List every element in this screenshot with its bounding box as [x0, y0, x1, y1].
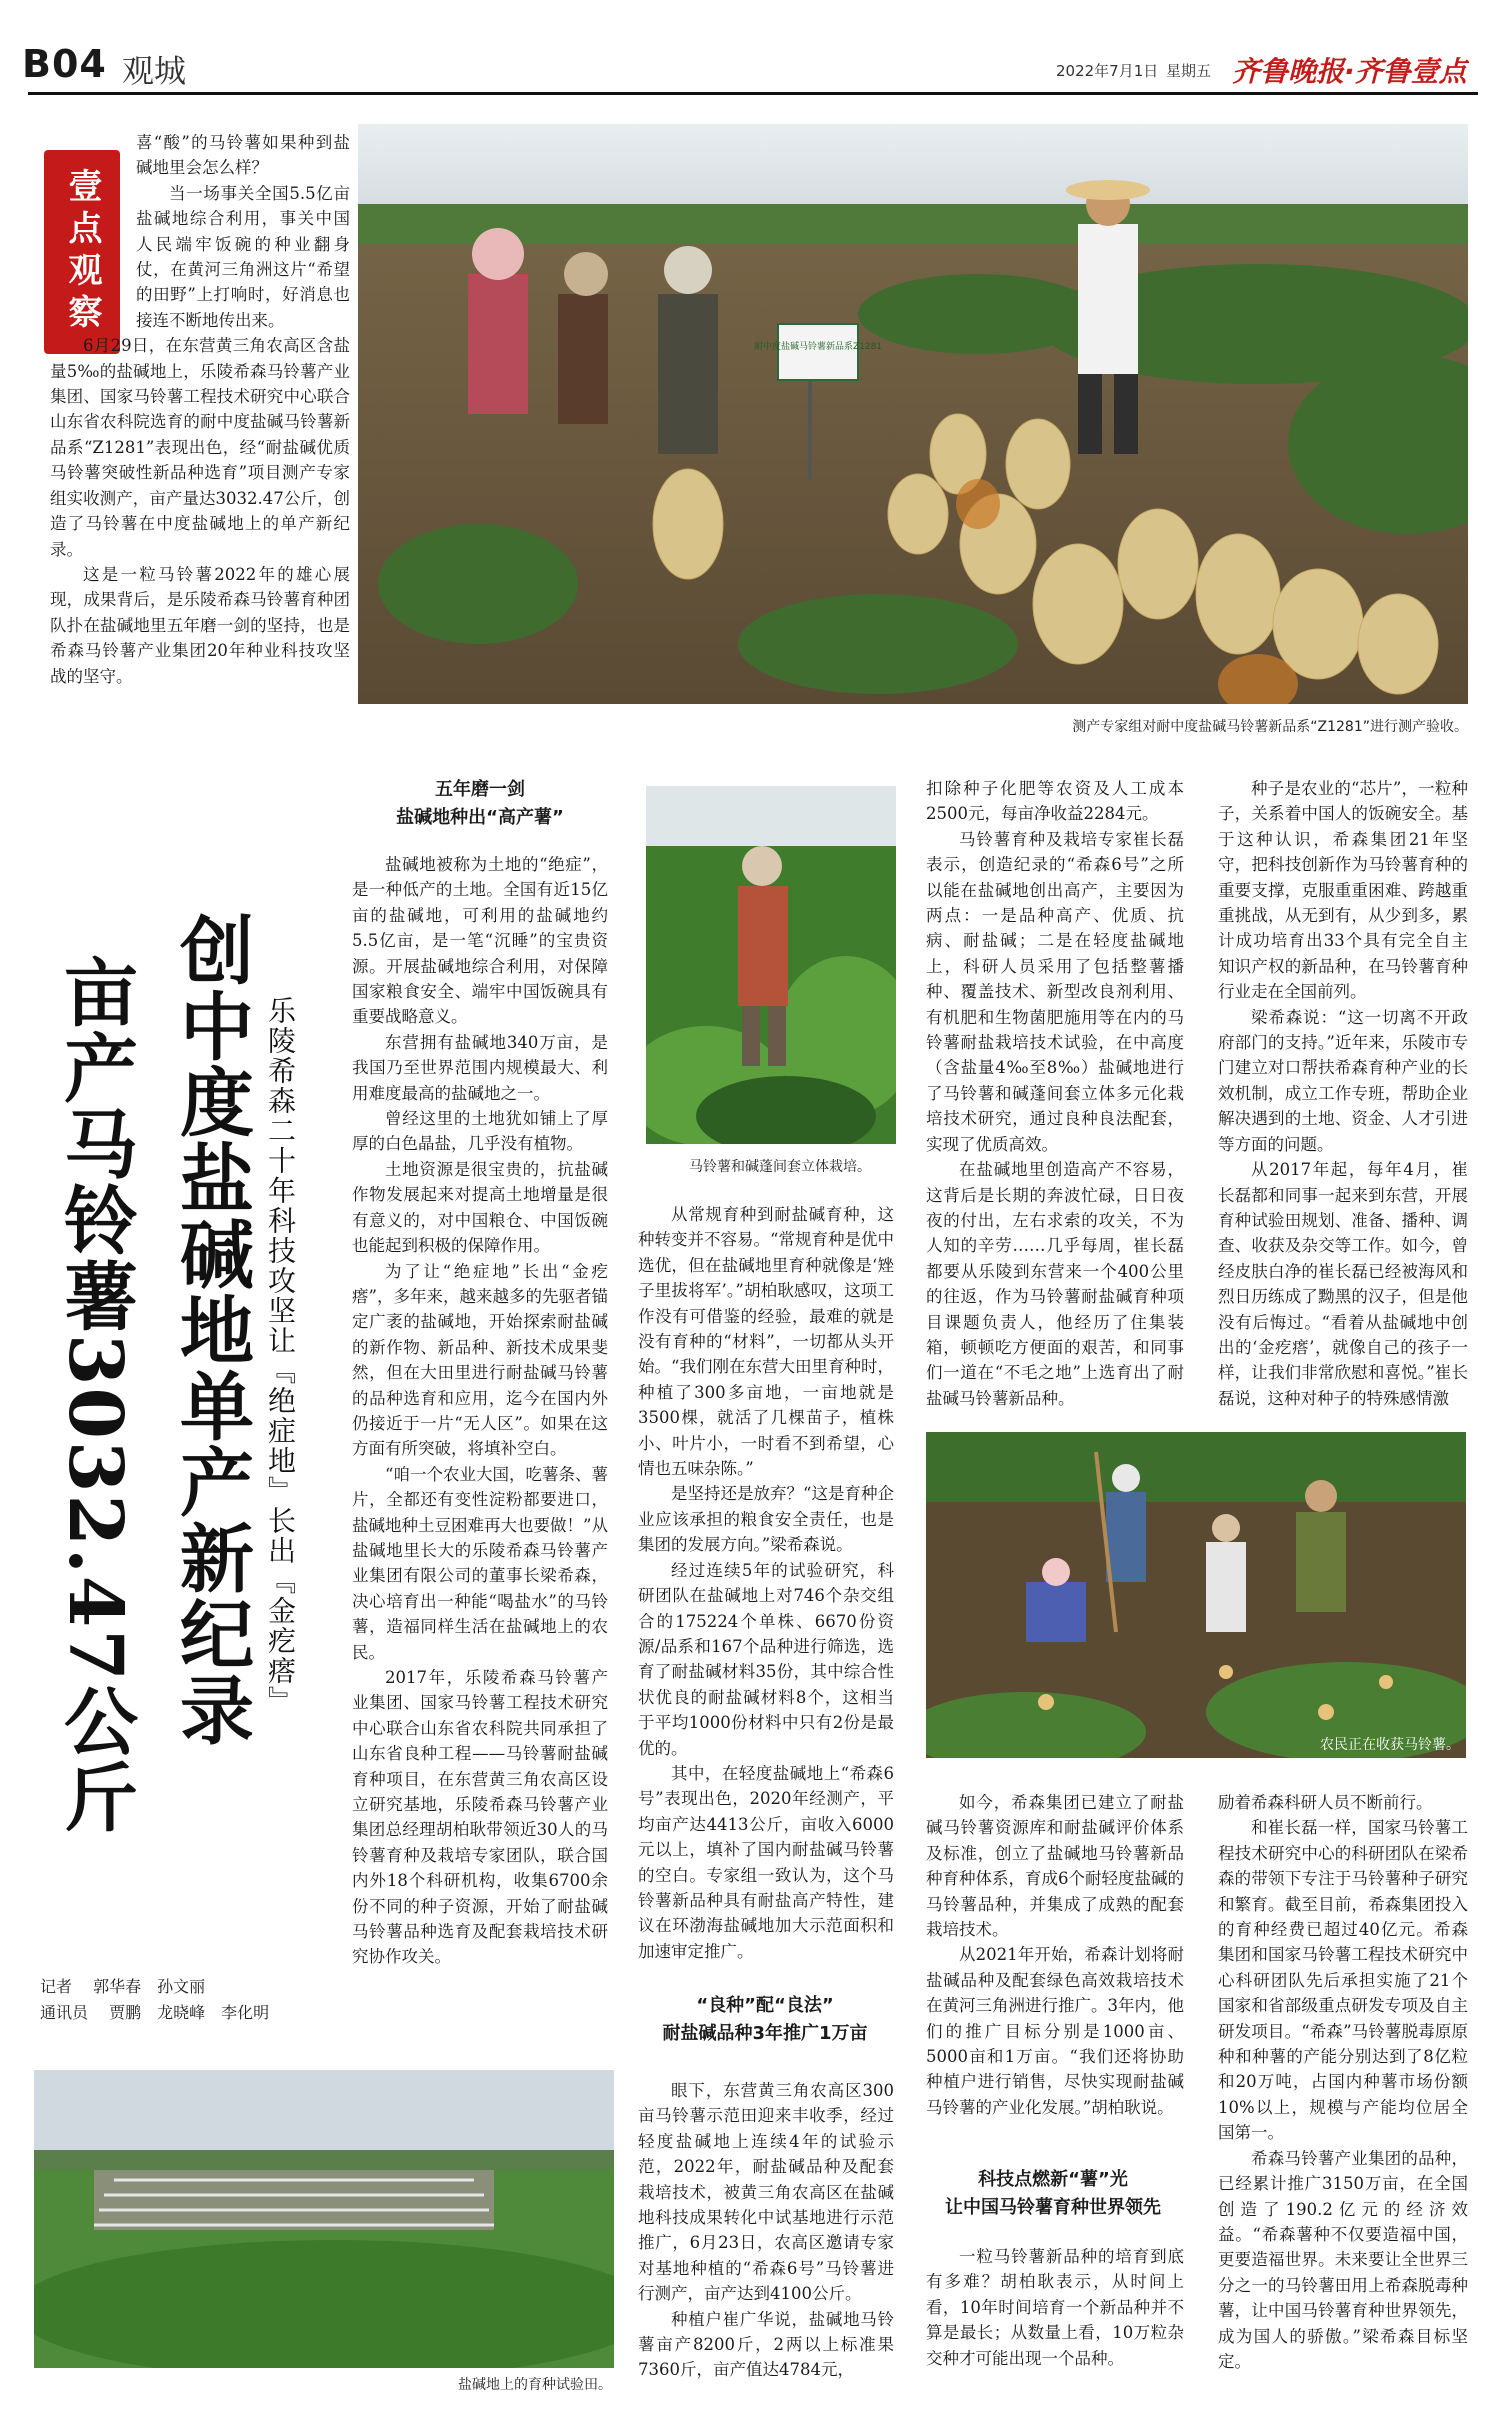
column-badge: 壹点观察 [44, 150, 120, 354]
body-paragraph: 盐碱地被称为土地的“绝症”，是一种低产的土地。全国有近15亿亩的盐碱地，可利用的盐碱地约5.5亿亩，是一笔“沉睡”的宝贵资源。开展盐碱地综合利用，对保障国家粮食安全、端牢中国饭碗具有重要战略意义。 [352, 855, 608, 1027]
body-paragraph: 在盐碱地里创造高产不容易，这背后是长期的奔波忙碌，日日夜夜的付出，左右求索的攻关，不为人知的辛劳……几乎每周，崔长磊都要从乐陵到东营来一个400公里的往返，作为马铃薯耐盐碱育种项目课题负责人，他经历了住集装箱，顿顿吃方便面的艰苦，和同事们一道在“不毛之地”上选育出了耐盐碱马铃薯新品种。 [926, 1160, 1184, 1408]
issue-weekday: 星期五 [1166, 62, 1212, 80]
section-heading-1-a: 五年磨一剑 [435, 779, 525, 800]
right-photo-farmers-harvest [926, 1432, 1466, 1758]
body-paragraph: 眼下，东营黄三角农高区300亩马铃薯示范田迎来丰收季，经过轻度盐碱地上连续4年的试验示范，2022年，耐盐碱品种及配套栽培技术，被黄三角农高区在盐碱地科技成果转化中试基地进行示范推广，6月23日，农高区邀请专家对基地种植的“希森6号”马铃薯进行测产，亩产达到4100公斤。 [638, 2081, 894, 2304]
header-rule [28, 92, 1478, 95]
column-4 [926, 776, 1184, 1411]
mid-photo-intercropping [646, 786, 896, 1144]
section-heading-3 [918, 2166, 1188, 2222]
section-heading-2 [630, 1992, 900, 2048]
top-photo-harvest-inspection [358, 124, 1468, 704]
correspondents-names: 贾鹏 龙晓峰 李化明 [109, 2003, 270, 2022]
column-3-continued [638, 2078, 894, 2383]
bottom-photo-caption: 盐碱地上的育种试验田。 [458, 2377, 612, 2393]
body-paragraph: 其中，在轻度盐碱地上“希森6号”表现出色，2020年经测产，平均亩产达4413公斤，亩收入6000元以上，填补了国内耐盐碱马铃薯的空白。专家组一致认为，这个马铃薯新品种具有耐盐高产特性，建议在环渤海盐碱地加大示范面积和加速审定推广。 [638, 1763, 894, 1961]
section-heading-2-b: 耐盐碱品种3年推广1万亩 [662, 2023, 868, 2044]
body-paragraph: 从2021年开始，希森计划将耐盐碱品种及配套绿色高效栽培技术在黄河三角洲进行推广。3年内，他们的推广目标分别是1000亩、5000亩和1万亩。“我们还将协助种植户进行销售，尽快实现耐盐碱马铃薯的产业化发展。”胡柏耿说。 [926, 1945, 1184, 2117]
headline-subtitle: 乐陵希森二十年科技攻坚让『绝症地』长出『金疙瘩』 [264, 996, 297, 1716]
headline-line-2: 亩产马铃薯3032.47公斤 [52, 954, 138, 1835]
body-paragraph: 从常规育种到耐盐碱育种，这种转变并不容易。“常规育种是优中选优，但在盐碱地里育种就像是‘矬子里拔将军’。”胡柏耿感叹，这项工作没有可借鉴的经验，最难的就是没有育种的“材料”，一切都从头开始。“我们刚在东营大田里育种时，种植了300多亩地，一亩地就是3500棵，就活了几棵苗子，植株小、叶片小，一时看不到希望，心情也五味杂陈。” [638, 1205, 894, 1479]
body-paragraph: 和崔长磊一样，国家马铃薯工程技术研究中心的科研团队在梁希森的带领下专注于马铃薯种子研究和繁育。截至目前，希森集团投入的育种经费已超过40亿元。希森集团和国家马铃薯工程技术研究中心科研团队先后承担实施了21个国家和省部级重点研发专项及自主研发项目。“希森”马铃薯脱毒原原种和种薯的产能分别达到了8亿粒和20万吨，占国内种薯市场份额10%以上，规模与产能均位居全国第一。 [1218, 1818, 1468, 2143]
reporters-line [40, 1974, 330, 2000]
body-paragraph: 东营拥有盐碱地340万亩，是我国乃至世界范围内规模最大、利用难度最高的盐碱地之一。 [352, 1032, 608, 1103]
intro-paragraph: 这是一粒马铃薯2022年的雄心展现，成果背后，是乐陵希森马铃薯育种团队扑在盐碱地里五年磨一剑的坚持，也是希森马铃薯产业集团20年种业科技攻坚战的坚守。 [50, 564, 350, 686]
headline-line-1: 创中度盐碱地单产新纪录 [168, 912, 254, 1748]
section-heading-3-b: 让中国马铃薯育种世界领先 [945, 2197, 1161, 2218]
body-paragraph: 从2017年起，每年4月，崔长磊都和同事一起来到东营，开展育种试验田规划、准备、播种、调查、收获及杂交等工作。如今，曾经皮肤白净的崔长磊已经被海风和烈日历练成了黝黑的汉子，但是他没有后悔过。“看着从盐碱地中创出的‘金疙瘩’，就像自己的孩子一样，让我们非常欣慰和喜悦。”崔长磊说，这种对种子的特殊感情激 [1218, 1160, 1468, 1408]
body-paragraph: 如今，希森集团已建立了耐盐碱马铃薯资源库和耐盐碱评价体系及标准，创立了盐碱地马铃薯新品种育种体系，育成6个耐轻度盐碱的马铃薯品种，并集成了成熟的配套栽培技术。 [926, 1793, 1184, 1940]
body-paragraph: 土地资源是很宝贵的，抗盐碱作物发展起来对提高土地增量是很有意义的，对中国粮仓、中国饭碗也能起到积极的保障作用。 [352, 1159, 608, 1256]
column-5-continued [1218, 1790, 1468, 2374]
field-sign-text: 耐中度盐碱马铃薯新品系Z1281 [753, 342, 883, 352]
section-heading-1-b: 盐碱地种出“高产薯” [396, 807, 564, 828]
body-paragraph: 曾经这里的土地犹如铺上了厚厚的白色晶盐，几乎没有植物。 [352, 1109, 608, 1154]
body-paragraph: 励着希森科研人员不断前行。 [1218, 1793, 1433, 1812]
column-2 [352, 852, 608, 1970]
newspaper-brand: 齐鲁晚报·齐鲁壹点 [1232, 55, 1467, 88]
body-paragraph: 种子是农业的“芯片”，一粒种子，关系着中国人的饭碗安全。基于这种认识，希森集团21年坚守，把科技创新作为马铃薯育种的重要支撑，克服重重困难、跨越重重挑战，从无到有，从少到多，累计成功培育出33个具有完全自主知识产权的新品种，在马铃薯育种行业走在全国前列。 [1218, 779, 1468, 1002]
body-paragraph: 2017年，乐陵希森马铃薯产业集团、国家马铃薯工程技术研究中心联合山东省农科院共同承担了山东省良种工程——马铃薯耐盐碱育种项目，在东营黄三角农高区设立研究基地，乐陵希森马铃薯产业集团总经理胡柏耿带领近30人的马铃薯育种及栽培专家团队，联合国内外18个科研机构，收集6700余份不同的种子资源，开始了耐盐碱马铃薯品种选育及配套栽培技术研究协作攻关。 [352, 1668, 608, 1967]
body-paragraph: 种植户崔广华说，盐碱地马铃薯亩产8200斤，2两以上标准果7360斤，亩产值达4784元， [638, 2309, 894, 2380]
page-number: B04 [22, 42, 107, 86]
right-photo-caption: 农民正在收获马铃薯。 [1320, 1737, 1460, 1753]
body-paragraph: 经过连续5年的试验研究，科研团队在盐碱地上对746个杂交组合的175224个单株、6670份资源/品系和167个品种进行筛选，选育了耐盐碱材料35份，其中综合性状优良的耐盐碱材料8个，这相当于平均1000份材料中只有2份是最优的。 [638, 1560, 894, 1758]
bottom-photo-trial-field [34, 2070, 614, 2368]
intro-paragraph: 喜“酸”的马铃薯如果种到盐碱地里会怎么样？ [136, 133, 350, 178]
section-name: 观城 [122, 52, 187, 90]
correspondents-line [40, 2000, 330, 2026]
body-paragraph: 是坚持还是放弃？“这是育种企业应该承担的粮食安全责任，也是集团的发展方向。”梁希森说。 [638, 1484, 894, 1555]
intro-paragraph: 当一场事关全国5.5亿亩盐碱地综合利用，事关中国人民端牢饭碗的种业翻身仗，在黄河三角洲这片“希望的田野”上打响时，好消息也接连不断地传出来。 [136, 183, 350, 330]
column-5 [1218, 776, 1468, 1411]
section-heading-1 [330, 776, 630, 832]
byline [40, 1974, 330, 2026]
body-paragraph: 希森马铃薯产业集团的品种，已经累计推广3150万亩，在全国创造了190.2亿元的经济效益。“希森薯种不仅要造福中国，更要造福世界。未来要让全世界三分之一的马铃薯田用上希森脱毒种薯，让中国马铃薯育种世界领先，成为国人的骄傲。”梁希森目标坚定。 [1218, 2148, 1468, 2371]
section-heading-3-a: 科技点燃新“薯”光 [978, 2169, 1128, 2190]
body-paragraph: 为了让“绝症地”长出“金疙瘩”，多年来，越来越多的先驱者锚定广袤的盐碱地，开始探索耐盐碱的新作物、新品种、新技术成果斐然，但在大田里进行耐盐碱马铃薯的品种选育和应用，迄今在国内外仍接近于一片“无人区”。如果在这方面有所突破，将填补空白。 [352, 1261, 608, 1459]
column-4-end [926, 2244, 1184, 2371]
column-4-continued [926, 1790, 1184, 2120]
body-paragraph: “咱一个农业大国，吃薯条、薯片，全都还有变性淀粉都要进口，盐碱地种土豆困难再大也要做！”从盐碱地里长大的乐陵希森马铃薯产业集团有限公司的董事长梁希森，决心培育出一种能“喝盐水”的马铃薯，造福同样生活在盐碱地上的农民。 [352, 1464, 608, 1662]
body-paragraph: 马铃薯育种及栽培专家崔长磊表示，创造纪录的“希森6号”之所以能在盐碱地创出高产，主要因为两点：一是品种高产、优质、抗病、耐盐碱；二是在轻度盐碱地上，科研人员采用了包括整薯播种、覆盖技术、新型改良剂利用、有机肥和生物菌肥施用等在内的马铃薯耐盐栽培技术试验，在中高度（含盐量4‰至8‰）盐碱地进行了马铃薯和碱蓬间套立体多元化栽培技术研究，通过良种良法配套，实现了优质高效。 [926, 829, 1184, 1154]
intro-column [50, 130, 350, 689]
mid-photo-caption: 马铃薯和碱蓬间套立体栽培。 [689, 1159, 871, 1175]
body-paragraph: 梁希森说：“这一切离不开政府部门的支持。”近年来，乐陵市专门建立对口帮扶希森育种产业的长效机制，成立工作专班，帮助企业解决遇到的土地、资金、人才引进等方面的问题。 [1218, 1007, 1468, 1154]
intro-paragraph: 6月29日，在东营黄三角农高区含盐量5‰的盐碱地上，乐陵希森马铃薯产业集团、国家马铃薯工程技术研究中心联合山东省农科院选育的耐中度盐碱马铃薯新品系“Z1281”表现出色，经“耐盐碱优质马铃薯突破性新品种选育”项目测产专家组实收测产，亩产量达3032.47公斤，创造了马铃薯在中度盐碱地上的单产新纪录。 [50, 336, 350, 559]
body-paragraph: 一粒马铃薯新品种的培育到底有多难？胡柏耿表示，从时间上看，10年时间培育一个新品种并不算是最长；从数量上看，10万粒杂交种才可能出现一个品种。 [926, 2247, 1184, 2368]
section-heading-2-a: “良种”配“良法” [696, 1995, 834, 2016]
reporters-label: 记者 [40, 1977, 73, 1996]
column-3 [638, 1202, 894, 1964]
reporters-names: 郭华春 孙文丽 [93, 1977, 206, 1996]
body-paragraph: 扣除种子化肥等农资及人工成本2500元，每亩净收益2284元。 [926, 779, 1184, 824]
issue-date: 2022年7月1日 [1056, 62, 1159, 80]
top-photo-caption: 测产专家组对耐中度盐碱马铃薯新品系“Z1281”进行测产验收。 [1072, 719, 1468, 735]
correspondents-label: 通讯员 [40, 2003, 89, 2022]
